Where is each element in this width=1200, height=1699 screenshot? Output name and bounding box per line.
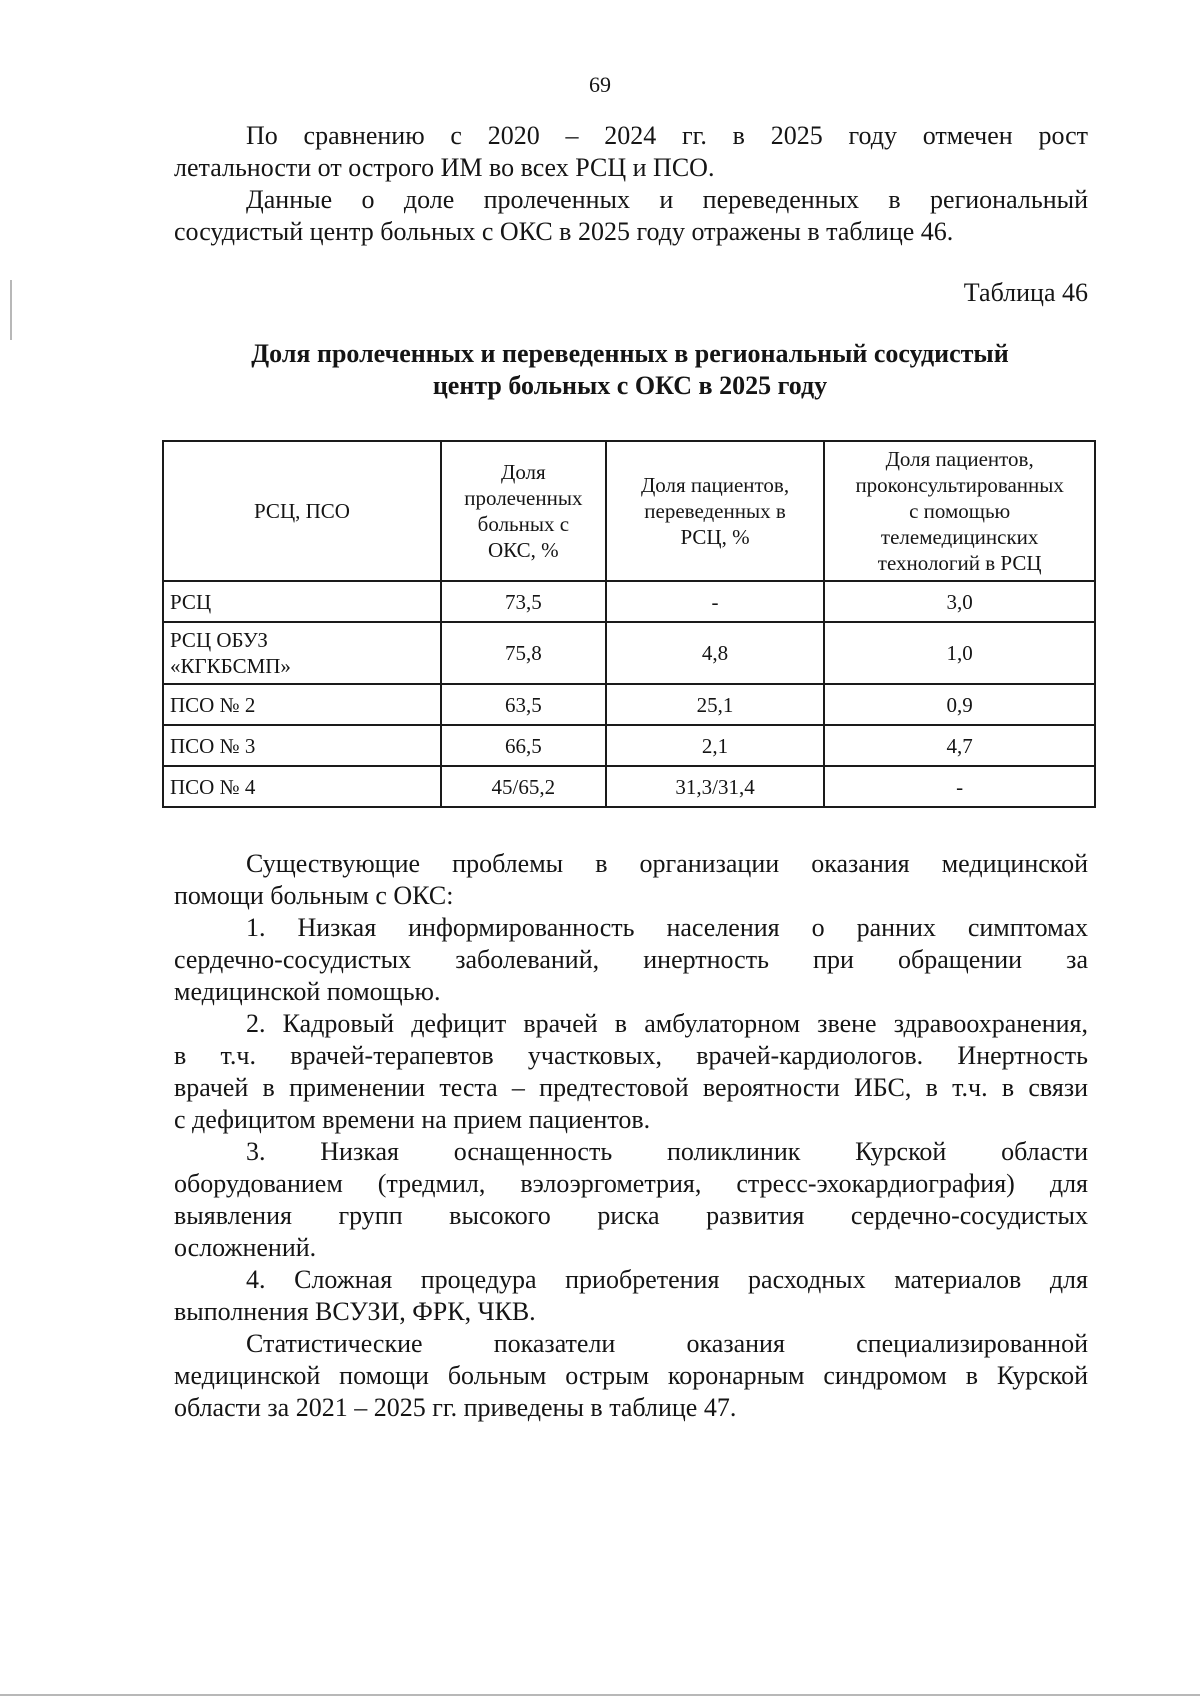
intro-line: летальности от острого ИМ во всех РСЦ и ПСО. [174, 153, 715, 182]
table-label: Таблица 46 [963, 278, 1088, 307]
header-line: пролеченных [464, 486, 583, 510]
row-name-cell [163, 725, 441, 766]
body-line: сердечно-сосудистых заболеваний, инертность при обращении за [174, 945, 1088, 974]
row-name-cell [163, 766, 441, 807]
row-name-line: РСЦ ОБУЗ [170, 628, 268, 652]
header-line: переведенных в [644, 499, 786, 523]
row-name-line: РСЦ [170, 589, 212, 614]
cell-transferred: 25,1 [606, 684, 825, 725]
body-line: 4. Сложная процедура приобретения расходных материалов для [246, 1265, 1088, 1294]
body-line: медицинской помощью. [174, 977, 441, 1006]
body-line: 3. Низкая оснащенность поликлиник Курской области [246, 1137, 1088, 1166]
table-row [163, 725, 1095, 766]
header-line: с помощью [909, 499, 1011, 523]
header-line: Доля [501, 460, 546, 484]
body-line: помощи больным с ОКС: [174, 881, 454, 910]
row-name-line: ПСО № 4 [170, 774, 256, 799]
body-line: медицинской помощи больным острым коронарным синдромом в Курской [174, 1361, 1088, 1390]
cell-telemed: - [824, 766, 1095, 807]
cell-telemed: 4,7 [824, 725, 1095, 766]
cell-telemed: 3,0 [824, 581, 1095, 622]
header-cell-org [163, 441, 441, 581]
cell-treated: 66,5 [441, 725, 606, 766]
body-line: осложнений. [174, 1233, 317, 1262]
body-line: врачей в применении теста – предтестовой вероятности ИБС, в т.ч. в связи [174, 1073, 1088, 1102]
header-cell-transferred [606, 441, 825, 581]
table-row [163, 622, 1095, 684]
body-line: 1. Низкая информированность населения о ранних симптомах [246, 913, 1088, 942]
cell-treated: 73,5 [441, 581, 606, 622]
scan-bottom-edge [0, 1694, 1200, 1696]
table-row [163, 684, 1095, 725]
header-line: РСЦ, ПСО [254, 499, 350, 523]
cell-transferred: 4,8 [606, 622, 825, 684]
body-line: области за 2021 – 2025 гг. приведены в таблице 47. [174, 1393, 737, 1422]
table-title-line: центр больных с ОКС в 2025 году [432, 371, 828, 400]
header-line: Доля пациентов, [640, 473, 790, 497]
body-line: выполнения ВСУЗИ, ФРК, ЧКВ. [174, 1297, 536, 1326]
body-line: Статистические показатели оказания специализированной [246, 1329, 1088, 1358]
cell-transferred: 31,3/31,4 [606, 766, 825, 807]
data-table [162, 440, 1096, 808]
table-title [160, 338, 1100, 402]
row-name-line: ПСО № 2 [170, 692, 256, 717]
intro-line: Данные о доле пролеченных и переведенных в региональный [246, 185, 1088, 214]
body-paragraphs [174, 848, 1088, 1424]
table-title-line: Доля пролеченных и переведенных в региональный сосудистый [251, 339, 1009, 368]
cell-transferred: - [606, 581, 825, 622]
body-line: выявления групп высокого риска развития сердечно-сосудистых [174, 1201, 1088, 1230]
row-name-line: «КГКБСМП» [170, 654, 291, 678]
cell-treated: 45/65,2 [441, 766, 606, 807]
page-number: 69 [589, 72, 611, 97]
body-line: оборудованием (тредмил, вэлоэргометрия, стресс-эхокардиография) для [174, 1169, 1088, 1198]
cell-telemed: 0,9 [824, 684, 1095, 725]
header-cell-treated [441, 441, 606, 581]
header-line: Доля пациентов, [885, 447, 1034, 471]
cell-treated: 75,8 [441, 622, 606, 684]
row-name-cell [163, 684, 441, 725]
cell-transferred: 2,1 [606, 725, 825, 766]
intro-line: По сравнению с 2020 – 2024 гг. в 2025 году отмечен рост [246, 121, 1088, 150]
header-line: проконсультированных [855, 473, 1064, 497]
header-cell-telemed [824, 441, 1095, 581]
header-line: ОКС, % [488, 538, 559, 562]
table-row [163, 766, 1095, 807]
header-line: телемедицинских [880, 525, 1039, 549]
body-line: 2. Кадровый дефицит врачей в амбулаторном звене здравоохранения, [246, 1009, 1088, 1038]
body-line: Существующие проблемы в организации оказания медицинской [246, 849, 1088, 878]
header-line: больных с [477, 512, 570, 536]
header-line: РСЦ, % [680, 525, 750, 549]
scan-edge-mark [10, 280, 12, 340]
row-name-line: ПСО № 3 [170, 733, 256, 758]
body-line: с дефицитом времени на прием пациентов. [174, 1105, 651, 1134]
row-name-cell [163, 622, 441, 684]
header-line: технологий в РСЦ [877, 551, 1042, 575]
cell-telemed: 1,0 [824, 622, 1095, 684]
table-header-row [163, 441, 1095, 581]
cell-treated: 63,5 [441, 684, 606, 725]
table-row [163, 581, 1095, 622]
row-name-cell [163, 581, 441, 622]
intro-line: сосудистый центр больных с ОКС в 2025 году отражены в таблице 46. [174, 217, 954, 246]
body-line: в т.ч. врачей-терапевтов участковых, врачей-кардиологов. Инертность [174, 1041, 1088, 1070]
intro-paragraphs [174, 120, 1088, 248]
